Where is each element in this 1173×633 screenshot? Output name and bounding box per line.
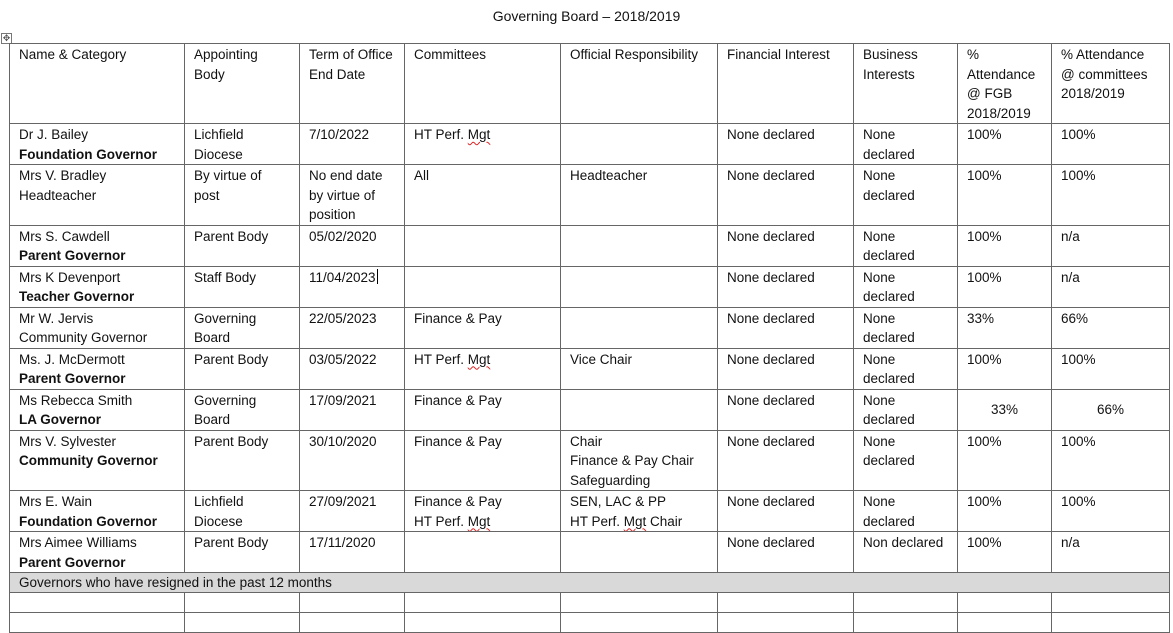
governor-category: Foundation Governor: [19, 146, 157, 162]
name-cell: [10, 532, 185, 573]
financial-interest-cell: None declared: [718, 532, 854, 573]
governor-category: Teacher Governor: [19, 289, 135, 304]
governor-name: Ms. J. McDermott: [19, 351, 125, 367]
responsibility-item: Safeguarding: [570, 472, 651, 488]
header-name: Name & Category: [10, 44, 185, 124]
text-cursor: [377, 269, 378, 284]
financial-interest-cell: None declared: [718, 307, 854, 348]
fgb-attendance-cell: 100%: [958, 165, 1052, 226]
fgb-attendance-cell: 100%: [958, 266, 1052, 307]
committees-cell: [405, 491, 561, 532]
governor-name: Mrs V. Bradley: [19, 168, 107, 183]
governor-name: Mrs E. Wain: [19, 494, 93, 509]
blank-cell[interactable]: [561, 613, 718, 633]
financial-interest-cell: None declared: [718, 266, 854, 307]
governor-name: Dr J. Bailey: [19, 127, 89, 142]
official-responsibility-cell: [561, 532, 718, 573]
official-responsibility-cell: [561, 266, 718, 307]
header-appointing: Appointing Body: [185, 44, 300, 124]
committee-item: HT Perf. Mgt: [414, 127, 491, 142]
name-cell: [10, 225, 185, 266]
responsibility-item: Vice Chair: [570, 351, 633, 367]
committees-cell: [405, 348, 561, 389]
financial-interest-cell: None declared: [718, 389, 854, 430]
governor-category: Parent Governor: [19, 554, 126, 570]
committee-attendance-cell: 100%: [1052, 430, 1170, 491]
committee-attendance-cell: 100%: [1052, 491, 1170, 532]
financial-interest-cell: None declared: [718, 430, 854, 491]
blank-cell[interactable]: [185, 613, 300, 633]
appointing-body-cell: Lichfield Diocese: [185, 491, 300, 532]
appointing-body-cell: Parent Body: [185, 348, 300, 389]
governor-category: Community Governor: [19, 330, 148, 345]
term-end-cell: 03/05/2022: [300, 348, 405, 389]
governor-name: Mrs K Devenport: [19, 269, 121, 285]
appointing-body-cell: Governing Board: [185, 389, 300, 430]
governor-row: [10, 225, 1170, 266]
governor-name: Mrs Aimee Williams: [19, 535, 137, 550]
governor-row: [10, 430, 1170, 491]
business-interests-cell: Non declared: [854, 532, 958, 573]
governor-category: Parent Governor: [19, 248, 126, 263]
governor-category: Community Governor: [19, 453, 158, 468]
header-business: Business Interests: [854, 44, 958, 124]
blank-cell[interactable]: [854, 613, 958, 633]
header-term: Term of Office End Date: [300, 44, 405, 124]
governor-row: [10, 389, 1170, 430]
official-responsibility-cell: [561, 225, 718, 266]
official-responsibility-cell: [561, 430, 718, 491]
governor-name: Mrs S. Cawdell: [19, 228, 110, 244]
name-cell: [10, 165, 185, 226]
term-end-cell: 30/10/2020: [300, 430, 405, 491]
term-end-cell: No end date by virtue of position: [300, 165, 405, 226]
blank-cell[interactable]: [958, 593, 1052, 613]
official-responsibility-cell: [561, 307, 718, 348]
committee-item: Finance & Pay: [414, 392, 502, 408]
term-end-cell: 17/11/2020: [300, 532, 405, 573]
committee-attendance-cell: n/a: [1052, 532, 1170, 573]
appointing-body-cell: Staff Body: [185, 266, 300, 307]
name-cell: [10, 348, 185, 389]
document-title: Governing Board – 2018/2019: [492, 8, 681, 24]
term-end-cell: 11/04/2023: [300, 266, 405, 307]
name-cell: [10, 491, 185, 532]
blank-cell[interactable]: [10, 613, 185, 633]
header-financial: Financial Interest: [718, 44, 854, 124]
governor-category: Foundation Governor: [19, 513, 157, 529]
blank-cell[interactable]: [718, 613, 854, 633]
blank-cell[interactable]: [300, 613, 405, 633]
business-interests-cell: None declared: [854, 124, 958, 165]
blank-cell[interactable]: [561, 593, 718, 613]
business-interests-cell: None declared: [854, 491, 958, 532]
committee-attendance-cell: n/a: [1052, 225, 1170, 266]
financial-interest-cell: None declared: [718, 225, 854, 266]
committees-cell: [405, 430, 561, 491]
governor-row: [10, 532, 1170, 573]
governor-row: [10, 307, 1170, 348]
blank-cell[interactable]: [1052, 613, 1170, 633]
committees-cell: [405, 532, 561, 573]
committee-attendance-cell: 100%: [1052, 165, 1170, 226]
business-interests-cell: None declared: [854, 266, 958, 307]
committees-cell: [405, 266, 561, 307]
blank-cell[interactable]: [10, 593, 185, 613]
blank-cell[interactable]: [405, 613, 561, 633]
header-committees: Committees: [405, 44, 561, 124]
committee-item: HT Perf. Mgt: [414, 351, 491, 367]
financial-interest-cell: None declared: [718, 165, 854, 226]
committee-item: Finance & Pay: [414, 433, 502, 449]
committee-attendance-cell: 66%: [1052, 389, 1170, 430]
committee-item: HT Perf. Mgt: [414, 513, 491, 529]
committees-cell: [405, 124, 561, 165]
committee-item: Finance & Pay: [414, 494, 502, 509]
name-cell: [10, 430, 185, 491]
fgb-attendance-cell: 100%: [958, 430, 1052, 491]
official-responsibility-cell: [561, 389, 718, 430]
official-responsibility-cell: [561, 165, 718, 226]
blank-row: [10, 593, 1170, 613]
table-move-handle-icon[interactable]: ✥: [2, 33, 11, 43]
term-end-cell: 7/10/2022: [300, 124, 405, 165]
governor-category: Parent Governor: [19, 371, 126, 386]
official-responsibility-cell: [561, 348, 718, 389]
committee-attendance-cell: 66%: [1052, 307, 1170, 348]
governor-category: LA Governor: [19, 412, 102, 427]
committee-attendance-cell: n/a: [1052, 266, 1170, 307]
name-cell: [10, 124, 185, 165]
term-end-cell: 17/09/2021: [300, 389, 405, 430]
committee-attendance-cell: 100%: [1052, 124, 1170, 165]
official-responsibility-cell: [561, 491, 718, 532]
business-interests-cell: None declared: [854, 307, 958, 348]
governor-row: [10, 266, 1170, 307]
blank-cell[interactable]: [854, 593, 958, 613]
term-end-cell: 05/02/2020: [300, 225, 405, 266]
governor-category: Headteacher: [19, 187, 97, 203]
fgb-attendance-cell: 100%: [958, 225, 1052, 266]
blank-cell[interactable]: [958, 613, 1052, 633]
term-end-cell: 27/09/2021: [300, 491, 405, 532]
fgb-attendance-cell: 100%: [958, 491, 1052, 532]
blank-cell[interactable]: [718, 593, 854, 613]
blank-cell[interactable]: [185, 593, 300, 613]
committee-attendance-cell: 100%: [1052, 348, 1170, 389]
committees-cell: [405, 389, 561, 430]
fgb-attendance-cell: 100%: [958, 532, 1052, 573]
responsibility-item: HT Perf. Mgt Chair: [570, 513, 683, 529]
blank-cell[interactable]: [405, 593, 561, 613]
header-row: [10, 44, 1170, 124]
business-interests-cell: None declared: [854, 165, 958, 226]
fgb-attendance-cell: 33%: [958, 389, 1052, 430]
header-committees-attendance: % Attendance @ committees 2018/2019: [1052, 44, 1170, 124]
appointing-body-cell: Parent Body: [185, 430, 300, 491]
appointing-body-cell: Lichfield Diocese: [185, 124, 300, 165]
governor-name: Mrs V. Sylvester: [19, 433, 117, 449]
business-interests-cell: None declared: [854, 225, 958, 266]
business-interests-cell: None declared: [854, 348, 958, 389]
blank-cell[interactable]: [1052, 593, 1170, 613]
name-cell: [10, 389, 185, 430]
business-interests-cell: None declared: [854, 389, 958, 430]
responsibility-item: Headteacher: [570, 168, 648, 183]
name-cell: [10, 307, 185, 348]
governor-row: [10, 491, 1170, 532]
fgb-attendance-cell: 33%: [958, 307, 1052, 348]
committee-item: All: [414, 168, 430, 183]
governor-name: Ms Rebecca Smith: [19, 392, 133, 408]
responsibility-item: SEN, LAC & PP: [570, 494, 667, 509]
responsibility-item: Chair: [570, 433, 603, 449]
fgb-attendance-cell: 100%: [958, 348, 1052, 389]
governor-row: [10, 124, 1170, 165]
governor-row: [10, 165, 1170, 226]
governor-row: [10, 348, 1170, 389]
header-fgb: % Attendance @ FGB 2018/2019: [958, 44, 1052, 124]
resigned-label: Governors who have resigned in the past 12 months: [10, 573, 1170, 593]
blank-row: [10, 613, 1170, 633]
term-end-cell: 22/05/2023: [300, 307, 405, 348]
resigned-row: [10, 573, 1170, 593]
governors-table: [9, 43, 1170, 633]
financial-interest-cell: None declared: [718, 348, 854, 389]
header-official: Official Responsibility: [561, 44, 718, 124]
appointing-body-cell: Parent Body: [185, 532, 300, 573]
blank-cell[interactable]: [300, 593, 405, 613]
governor-name: Mr W. Jervis: [19, 310, 94, 326]
committees-cell: [405, 225, 561, 266]
name-cell: [10, 266, 185, 307]
committees-cell: [405, 307, 561, 348]
business-interests-cell: None declared: [854, 430, 958, 491]
official-responsibility-cell: [561, 124, 718, 165]
appointing-body-cell: By virtue of post: [185, 165, 300, 226]
fgb-attendance-cell: 100%: [958, 124, 1052, 165]
committee-item: Finance & Pay: [414, 310, 502, 326]
financial-interest-cell: None declared: [718, 491, 854, 532]
responsibility-item: Finance & Pay Chair: [570, 453, 694, 468]
committees-cell: [405, 165, 561, 226]
appointing-body-cell: Governing Board: [185, 307, 300, 348]
appointing-body-cell: Parent Body: [185, 225, 300, 266]
financial-interest-cell: None declared: [718, 124, 854, 165]
